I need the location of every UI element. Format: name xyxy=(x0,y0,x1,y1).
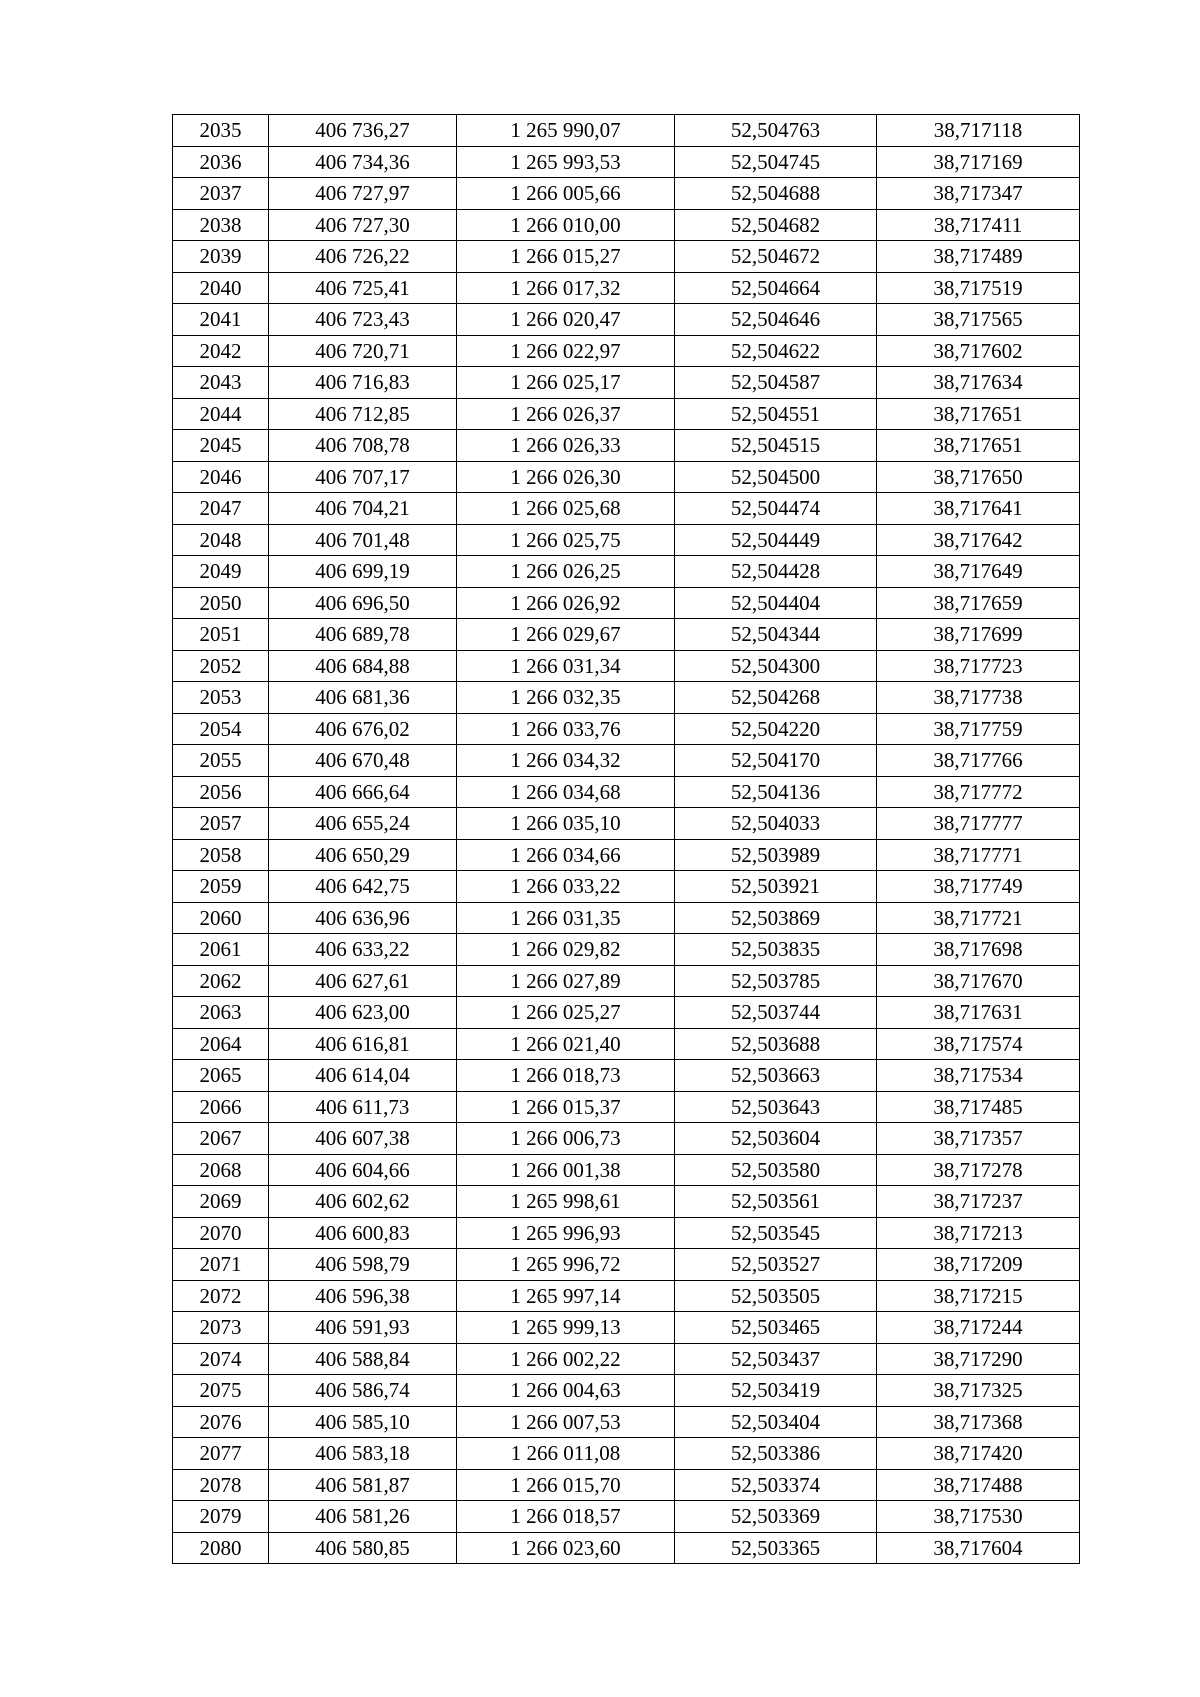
longitude-cell: 38,717357 xyxy=(877,1123,1080,1155)
point-number-cell: 2079 xyxy=(173,1501,269,1533)
x-coordinate-cell: 406 598,79 xyxy=(269,1249,457,1281)
y-coordinate-cell: 1 266 018,73 xyxy=(457,1060,675,1092)
table-row xyxy=(173,178,1080,210)
coordinates-table-body xyxy=(173,115,1080,1564)
x-coordinate-cell: 406 689,78 xyxy=(269,619,457,651)
x-coordinate-cell: 406 616,81 xyxy=(269,1028,457,1060)
point-number-cell: 2064 xyxy=(173,1028,269,1060)
longitude-cell: 38,717772 xyxy=(877,776,1080,808)
point-number-cell: 2068 xyxy=(173,1154,269,1186)
x-coordinate-cell: 406 725,41 xyxy=(269,272,457,304)
longitude-cell: 38,717698 xyxy=(877,934,1080,966)
latitude-cell: 52,504682 xyxy=(675,209,877,241)
y-coordinate-cell: 1 266 027,89 xyxy=(457,965,675,997)
latitude-cell: 52,504672 xyxy=(675,241,877,273)
longitude-cell: 38,717244 xyxy=(877,1312,1080,1344)
table-row xyxy=(173,1532,1080,1564)
table-row xyxy=(173,745,1080,777)
latitude-cell: 52,503835 xyxy=(675,934,877,966)
y-coordinate-cell: 1 265 996,72 xyxy=(457,1249,675,1281)
table-row xyxy=(173,367,1080,399)
table-row xyxy=(173,839,1080,871)
table-row xyxy=(173,461,1080,493)
y-coordinate-cell: 1 266 034,32 xyxy=(457,745,675,777)
longitude-cell: 38,717641 xyxy=(877,493,1080,525)
longitude-cell: 38,717118 xyxy=(877,115,1080,147)
x-coordinate-cell: 406 701,48 xyxy=(269,524,457,556)
latitude-cell: 52,503869 xyxy=(675,902,877,934)
latitude-cell: 52,503663 xyxy=(675,1060,877,1092)
table-row xyxy=(173,1343,1080,1375)
x-coordinate-cell: 406 581,87 xyxy=(269,1469,457,1501)
x-coordinate-cell: 406 676,02 xyxy=(269,713,457,745)
point-number-cell: 2076 xyxy=(173,1406,269,1438)
point-number-cell: 2039 xyxy=(173,241,269,273)
x-coordinate-cell: 406 736,27 xyxy=(269,115,457,147)
table-row xyxy=(173,1028,1080,1060)
point-number-cell: 2057 xyxy=(173,808,269,840)
x-coordinate-cell: 406 588,84 xyxy=(269,1343,457,1375)
table-row xyxy=(173,902,1080,934)
longitude-cell: 38,717534 xyxy=(877,1060,1080,1092)
longitude-cell: 38,717721 xyxy=(877,902,1080,934)
longitude-cell: 38,717347 xyxy=(877,178,1080,210)
table-row xyxy=(173,619,1080,651)
x-coordinate-cell: 406 585,10 xyxy=(269,1406,457,1438)
longitude-cell: 38,717649 xyxy=(877,556,1080,588)
table-row xyxy=(173,493,1080,525)
longitude-cell: 38,717489 xyxy=(877,241,1080,273)
table-row xyxy=(173,808,1080,840)
table-row xyxy=(173,1312,1080,1344)
y-coordinate-cell: 1 266 025,75 xyxy=(457,524,675,556)
latitude-cell: 52,504646 xyxy=(675,304,877,336)
x-coordinate-cell: 406 604,66 xyxy=(269,1154,457,1186)
table-row xyxy=(173,335,1080,367)
latitude-cell: 52,503369 xyxy=(675,1501,877,1533)
y-coordinate-cell: 1 266 026,30 xyxy=(457,461,675,493)
point-number-cell: 2069 xyxy=(173,1186,269,1218)
x-coordinate-cell: 406 614,04 xyxy=(269,1060,457,1092)
latitude-cell: 52,504300 xyxy=(675,650,877,682)
y-coordinate-cell: 1 266 015,37 xyxy=(457,1091,675,1123)
point-number-cell: 2060 xyxy=(173,902,269,934)
y-coordinate-cell: 1 266 033,76 xyxy=(457,713,675,745)
latitude-cell: 52,503921 xyxy=(675,871,877,903)
latitude-cell: 52,503604 xyxy=(675,1123,877,1155)
latitude-cell: 52,504688 xyxy=(675,178,877,210)
latitude-cell: 52,503527 xyxy=(675,1249,877,1281)
y-coordinate-cell: 1 266 026,33 xyxy=(457,430,675,462)
point-number-cell: 2074 xyxy=(173,1343,269,1375)
latitude-cell: 52,503419 xyxy=(675,1375,877,1407)
latitude-cell: 52,503688 xyxy=(675,1028,877,1060)
point-number-cell: 2059 xyxy=(173,871,269,903)
x-coordinate-cell: 406 627,61 xyxy=(269,965,457,997)
table-row xyxy=(173,209,1080,241)
point-number-cell: 2077 xyxy=(173,1438,269,1470)
longitude-cell: 38,717488 xyxy=(877,1469,1080,1501)
latitude-cell: 52,504449 xyxy=(675,524,877,556)
point-number-cell: 2071 xyxy=(173,1249,269,1281)
x-coordinate-cell: 406 670,48 xyxy=(269,745,457,777)
latitude-cell: 52,504551 xyxy=(675,398,877,430)
x-coordinate-cell: 406 581,26 xyxy=(269,1501,457,1533)
x-coordinate-cell: 406 727,97 xyxy=(269,178,457,210)
table-row xyxy=(173,556,1080,588)
point-number-cell: 2043 xyxy=(173,367,269,399)
y-coordinate-cell: 1 266 031,35 xyxy=(457,902,675,934)
y-coordinate-cell: 1 266 035,10 xyxy=(457,808,675,840)
table-row xyxy=(173,997,1080,1029)
x-coordinate-cell: 406 636,96 xyxy=(269,902,457,934)
y-coordinate-cell: 1 266 015,27 xyxy=(457,241,675,273)
table-row xyxy=(173,776,1080,808)
table-row xyxy=(173,965,1080,997)
table-row xyxy=(173,272,1080,304)
x-coordinate-cell: 406 723,43 xyxy=(269,304,457,336)
y-coordinate-cell: 1 266 011,08 xyxy=(457,1438,675,1470)
y-coordinate-cell: 1 266 033,22 xyxy=(457,871,675,903)
table-row xyxy=(173,1060,1080,1092)
point-number-cell: 2070 xyxy=(173,1217,269,1249)
table-row xyxy=(173,304,1080,336)
point-number-cell: 2038 xyxy=(173,209,269,241)
point-number-cell: 2065 xyxy=(173,1060,269,1092)
x-coordinate-cell: 406 602,62 xyxy=(269,1186,457,1218)
y-coordinate-cell: 1 266 002,22 xyxy=(457,1343,675,1375)
table-row xyxy=(173,1217,1080,1249)
coordinates-table xyxy=(172,114,1080,1564)
longitude-cell: 38,717659 xyxy=(877,587,1080,619)
latitude-cell: 52,503744 xyxy=(675,997,877,1029)
x-coordinate-cell: 406 734,36 xyxy=(269,146,457,178)
latitude-cell: 52,503437 xyxy=(675,1343,877,1375)
x-coordinate-cell: 406 716,83 xyxy=(269,367,457,399)
longitude-cell: 38,717420 xyxy=(877,1438,1080,1470)
x-coordinate-cell: 406 699,19 xyxy=(269,556,457,588)
x-coordinate-cell: 406 583,18 xyxy=(269,1438,457,1470)
y-coordinate-cell: 1 265 998,61 xyxy=(457,1186,675,1218)
table-row xyxy=(173,871,1080,903)
y-coordinate-cell: 1 266 023,60 xyxy=(457,1532,675,1564)
longitude-cell: 38,717723 xyxy=(877,650,1080,682)
table-row xyxy=(173,398,1080,430)
longitude-cell: 38,717738 xyxy=(877,682,1080,714)
x-coordinate-cell: 406 726,22 xyxy=(269,241,457,273)
latitude-cell: 52,504515 xyxy=(675,430,877,462)
table-row xyxy=(173,1501,1080,1533)
y-coordinate-cell: 1 266 005,66 xyxy=(457,178,675,210)
point-number-cell: 2062 xyxy=(173,965,269,997)
point-number-cell: 2052 xyxy=(173,650,269,682)
latitude-cell: 52,503561 xyxy=(675,1186,877,1218)
point-number-cell: 2035 xyxy=(173,115,269,147)
longitude-cell: 38,717670 xyxy=(877,965,1080,997)
x-coordinate-cell: 406 580,85 xyxy=(269,1532,457,1564)
table-row xyxy=(173,430,1080,462)
table-row xyxy=(173,1438,1080,1470)
x-coordinate-cell: 406 623,00 xyxy=(269,997,457,1029)
longitude-cell: 38,717759 xyxy=(877,713,1080,745)
table-row xyxy=(173,1154,1080,1186)
longitude-cell: 38,717651 xyxy=(877,430,1080,462)
point-number-cell: 2037 xyxy=(173,178,269,210)
y-coordinate-cell: 1 266 022,97 xyxy=(457,335,675,367)
y-coordinate-cell: 1 265 997,14 xyxy=(457,1280,675,1312)
point-number-cell: 2046 xyxy=(173,461,269,493)
x-coordinate-cell: 406 704,21 xyxy=(269,493,457,525)
latitude-cell: 52,503545 xyxy=(675,1217,877,1249)
latitude-cell: 52,504587 xyxy=(675,367,877,399)
longitude-cell: 38,717749 xyxy=(877,871,1080,903)
table-row xyxy=(173,241,1080,273)
longitude-cell: 38,717766 xyxy=(877,745,1080,777)
x-coordinate-cell: 406 611,73 xyxy=(269,1091,457,1123)
table-row xyxy=(173,587,1080,619)
longitude-cell: 38,717651 xyxy=(877,398,1080,430)
y-coordinate-cell: 1 266 021,40 xyxy=(457,1028,675,1060)
longitude-cell: 38,717642 xyxy=(877,524,1080,556)
y-coordinate-cell: 1 266 029,82 xyxy=(457,934,675,966)
longitude-cell: 38,717411 xyxy=(877,209,1080,241)
point-number-cell: 2072 xyxy=(173,1280,269,1312)
point-number-cell: 2078 xyxy=(173,1469,269,1501)
longitude-cell: 38,717485 xyxy=(877,1091,1080,1123)
longitude-cell: 38,717634 xyxy=(877,367,1080,399)
latitude-cell: 52,503643 xyxy=(675,1091,877,1123)
x-coordinate-cell: 406 591,93 xyxy=(269,1312,457,1344)
x-coordinate-cell: 406 708,78 xyxy=(269,430,457,462)
y-coordinate-cell: 1 266 010,00 xyxy=(457,209,675,241)
y-coordinate-cell: 1 266 029,67 xyxy=(457,619,675,651)
point-number-cell: 2053 xyxy=(173,682,269,714)
x-coordinate-cell: 406 712,85 xyxy=(269,398,457,430)
y-coordinate-cell: 1 266 034,68 xyxy=(457,776,675,808)
x-coordinate-cell: 406 720,71 xyxy=(269,335,457,367)
x-coordinate-cell: 406 600,83 xyxy=(269,1217,457,1249)
point-number-cell: 2066 xyxy=(173,1091,269,1123)
point-number-cell: 2061 xyxy=(173,934,269,966)
longitude-cell: 38,717650 xyxy=(877,461,1080,493)
point-number-cell: 2042 xyxy=(173,335,269,367)
y-coordinate-cell: 1 266 026,25 xyxy=(457,556,675,588)
longitude-cell: 38,717368 xyxy=(877,1406,1080,1438)
point-number-cell: 2080 xyxy=(173,1532,269,1564)
longitude-cell: 38,717777 xyxy=(877,808,1080,840)
y-coordinate-cell: 1 266 025,17 xyxy=(457,367,675,399)
point-number-cell: 2047 xyxy=(173,493,269,525)
y-coordinate-cell: 1 265 993,53 xyxy=(457,146,675,178)
longitude-cell: 38,717213 xyxy=(877,1217,1080,1249)
point-number-cell: 2036 xyxy=(173,146,269,178)
y-coordinate-cell: 1 266 025,68 xyxy=(457,493,675,525)
longitude-cell: 38,717565 xyxy=(877,304,1080,336)
x-coordinate-cell: 406 681,36 xyxy=(269,682,457,714)
y-coordinate-cell: 1 266 004,63 xyxy=(457,1375,675,1407)
point-number-cell: 2073 xyxy=(173,1312,269,1344)
y-coordinate-cell: 1 266 007,53 xyxy=(457,1406,675,1438)
longitude-cell: 38,717699 xyxy=(877,619,1080,651)
latitude-cell: 52,504344 xyxy=(675,619,877,651)
point-number-cell: 2054 xyxy=(173,713,269,745)
table-row xyxy=(173,1186,1080,1218)
point-number-cell: 2058 xyxy=(173,839,269,871)
x-coordinate-cell: 406 586,74 xyxy=(269,1375,457,1407)
y-coordinate-cell: 1 266 026,37 xyxy=(457,398,675,430)
latitude-cell: 52,504500 xyxy=(675,461,877,493)
longitude-cell: 38,717530 xyxy=(877,1501,1080,1533)
y-coordinate-cell: 1 266 025,27 xyxy=(457,997,675,1029)
table-row xyxy=(173,1280,1080,1312)
point-number-cell: 2049 xyxy=(173,556,269,588)
point-number-cell: 2041 xyxy=(173,304,269,336)
table-row xyxy=(173,934,1080,966)
point-number-cell: 2044 xyxy=(173,398,269,430)
y-coordinate-cell: 1 266 034,66 xyxy=(457,839,675,871)
latitude-cell: 52,503374 xyxy=(675,1469,877,1501)
latitude-cell: 52,503989 xyxy=(675,839,877,871)
longitude-cell: 38,717325 xyxy=(877,1375,1080,1407)
y-coordinate-cell: 1 266 001,38 xyxy=(457,1154,675,1186)
latitude-cell: 52,504170 xyxy=(675,745,877,777)
y-coordinate-cell: 1 266 017,32 xyxy=(457,272,675,304)
y-coordinate-cell: 1 265 999,13 xyxy=(457,1312,675,1344)
x-coordinate-cell: 406 727,30 xyxy=(269,209,457,241)
longitude-cell: 38,717631 xyxy=(877,997,1080,1029)
longitude-cell: 38,717519 xyxy=(877,272,1080,304)
longitude-cell: 38,717771 xyxy=(877,839,1080,871)
longitude-cell: 38,717278 xyxy=(877,1154,1080,1186)
longitude-cell: 38,717209 xyxy=(877,1249,1080,1281)
y-coordinate-cell: 1 265 990,07 xyxy=(457,115,675,147)
latitude-cell: 52,504745 xyxy=(675,146,877,178)
y-coordinate-cell: 1 266 026,92 xyxy=(457,587,675,619)
latitude-cell: 52,503465 xyxy=(675,1312,877,1344)
latitude-cell: 52,504428 xyxy=(675,556,877,588)
table-row xyxy=(173,1249,1080,1281)
latitude-cell: 52,503505 xyxy=(675,1280,877,1312)
latitude-cell: 52,503785 xyxy=(675,965,877,997)
y-coordinate-cell: 1 266 015,70 xyxy=(457,1469,675,1501)
latitude-cell: 52,503365 xyxy=(675,1532,877,1564)
point-number-cell: 2048 xyxy=(173,524,269,556)
latitude-cell: 52,503386 xyxy=(675,1438,877,1470)
point-number-cell: 2056 xyxy=(173,776,269,808)
x-coordinate-cell: 406 596,38 xyxy=(269,1280,457,1312)
table-row xyxy=(173,682,1080,714)
point-number-cell: 2055 xyxy=(173,745,269,777)
x-coordinate-cell: 406 696,50 xyxy=(269,587,457,619)
latitude-cell: 52,504664 xyxy=(675,272,877,304)
longitude-cell: 38,717574 xyxy=(877,1028,1080,1060)
y-coordinate-cell: 1 266 020,47 xyxy=(457,304,675,336)
point-number-cell: 2067 xyxy=(173,1123,269,1155)
latitude-cell: 52,504220 xyxy=(675,713,877,745)
table-row xyxy=(173,1406,1080,1438)
latitude-cell: 52,504474 xyxy=(675,493,877,525)
longitude-cell: 38,717290 xyxy=(877,1343,1080,1375)
latitude-cell: 52,504622 xyxy=(675,335,877,367)
point-number-cell: 2051 xyxy=(173,619,269,651)
latitude-cell: 52,504404 xyxy=(675,587,877,619)
point-number-cell: 2045 xyxy=(173,430,269,462)
table-row xyxy=(173,1123,1080,1155)
table-row xyxy=(173,713,1080,745)
table-row xyxy=(173,524,1080,556)
table-row xyxy=(173,1375,1080,1407)
y-coordinate-cell: 1 266 032,35 xyxy=(457,682,675,714)
x-coordinate-cell: 406 633,22 xyxy=(269,934,457,966)
y-coordinate-cell: 1 266 031,34 xyxy=(457,650,675,682)
y-coordinate-cell: 1 266 006,73 xyxy=(457,1123,675,1155)
latitude-cell: 52,504268 xyxy=(675,682,877,714)
longitude-cell: 38,717215 xyxy=(877,1280,1080,1312)
x-coordinate-cell: 406 642,75 xyxy=(269,871,457,903)
latitude-cell: 52,503404 xyxy=(675,1406,877,1438)
longitude-cell: 38,717237 xyxy=(877,1186,1080,1218)
x-coordinate-cell: 406 655,24 xyxy=(269,808,457,840)
latitude-cell: 52,503580 xyxy=(675,1154,877,1186)
x-coordinate-cell: 406 707,17 xyxy=(269,461,457,493)
longitude-cell: 38,717602 xyxy=(877,335,1080,367)
table-row xyxy=(173,146,1080,178)
table-row xyxy=(173,115,1080,147)
latitude-cell: 52,504136 xyxy=(675,776,877,808)
point-number-cell: 2075 xyxy=(173,1375,269,1407)
y-coordinate-cell: 1 265 996,93 xyxy=(457,1217,675,1249)
longitude-cell: 38,717169 xyxy=(877,146,1080,178)
longitude-cell: 38,717604 xyxy=(877,1532,1080,1564)
latitude-cell: 52,504763 xyxy=(675,115,877,147)
point-number-cell: 2063 xyxy=(173,997,269,1029)
point-number-cell: 2040 xyxy=(173,272,269,304)
y-coordinate-cell: 1 266 018,57 xyxy=(457,1501,675,1533)
point-number-cell: 2050 xyxy=(173,587,269,619)
table-row xyxy=(173,650,1080,682)
x-coordinate-cell: 406 607,38 xyxy=(269,1123,457,1155)
table-row xyxy=(173,1469,1080,1501)
x-coordinate-cell: 406 684,88 xyxy=(269,650,457,682)
x-coordinate-cell: 406 650,29 xyxy=(269,839,457,871)
x-coordinate-cell: 406 666,64 xyxy=(269,776,457,808)
table-row xyxy=(173,1091,1080,1123)
latitude-cell: 52,504033 xyxy=(675,808,877,840)
